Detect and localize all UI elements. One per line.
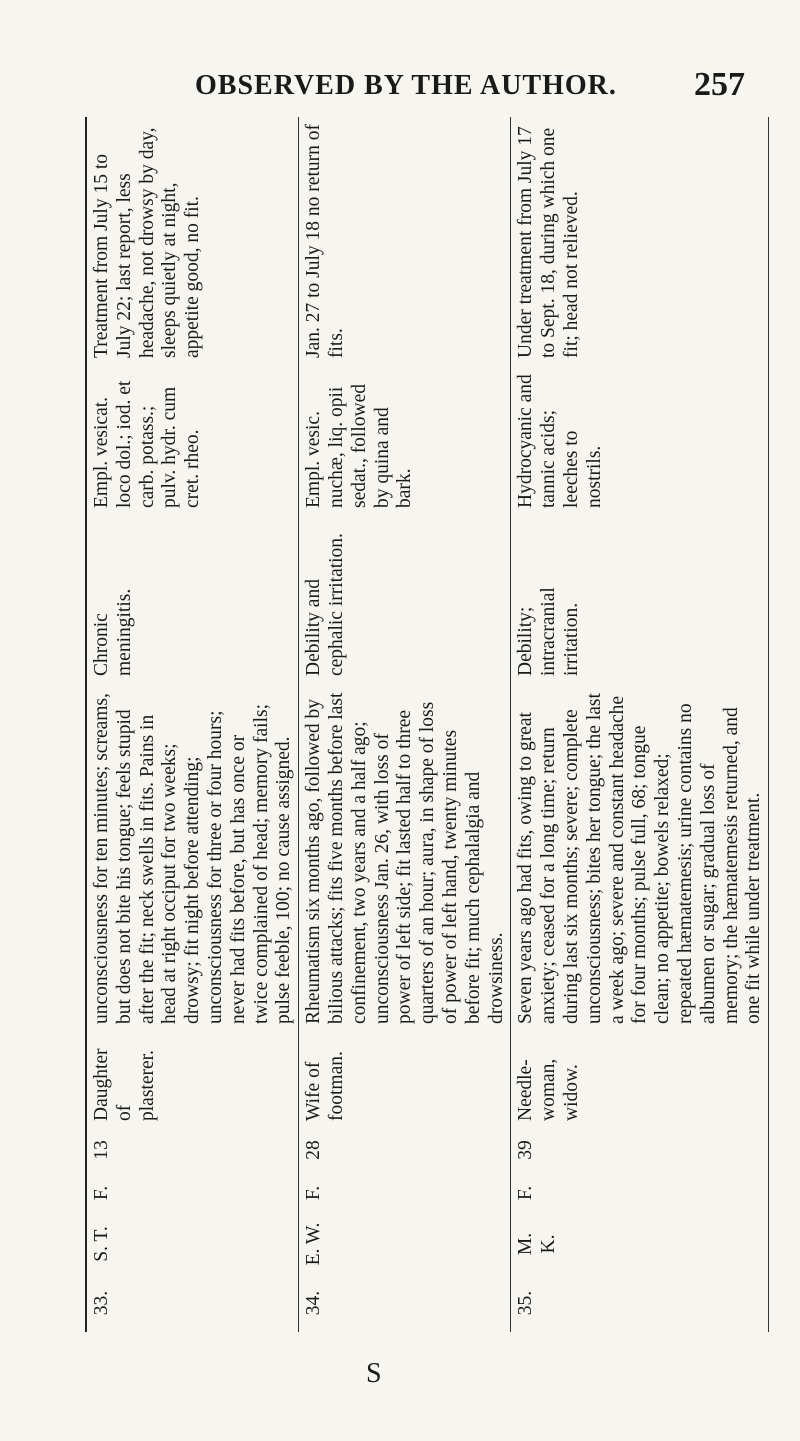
patient-sex: F. — [511, 1172, 769, 1214]
patient-sex: F. — [86, 1172, 299, 1214]
case-history: Rheumatism six months ago, followed by bilious attacks; fits five months before last confinement, two years and a half ago; unconsciousness Jan. 26, with loss of power of left side; fit lasted half to three quarters of an hour; aura, in shape of loss of power of left hand, twenty minutes before fit; much cephalalgia and drowsiness. — [299, 683, 511, 1031]
case-table-region — [85, 117, 765, 1332]
rotated-case-table — [85, 117, 765, 1332]
printer-signature-mark: S — [366, 1358, 382, 1389]
case-result: Jan. 27 to July 18 no return of fits. — [299, 117, 511, 365]
case-treatment: Empl. vesic. nuchæ, liq. opii sedat., followed by quina and bark. — [299, 365, 511, 515]
case-number: 33. — [86, 1274, 299, 1332]
case-treatment: Empl. vesicat. loco dol.; iod. et carb. potass.; pulv. hydr. cum cret. rheo. — [86, 365, 299, 515]
running-header-title: OBSERVED BY THE AUTHOR. — [195, 70, 617, 101]
patient-age: 39 — [511, 1128, 769, 1172]
table-row — [299, 117, 511, 1332]
patient-age: 13 — [86, 1128, 299, 1172]
patient-age: 28 — [299, 1128, 511, 1172]
case-number: 34. — [299, 1274, 511, 1332]
page-number: 257 — [694, 66, 745, 103]
patient-occupation: Daughter of plasterer. — [86, 1031, 299, 1128]
patient-initials: E. W. — [299, 1214, 511, 1274]
patient-sex: F. — [299, 1172, 511, 1214]
case-result: Treatment from July 15 to July 22; last report, less headache, not drowsy by day, sleeps quietly at night, appetite good, no fit. — [86, 117, 299, 365]
case-history: unconsciousness for ten minutes; screams, but does not bite his tongue; feels stupid after the fit; neck swells in fits. Pains in head at right occiput for two weeks; drowsy; fit night before attending; unconsciousness for three or four hours; never had fits before, but has once or twice complained of head; memory fails; pulse feeble, 100; no cause assigned. — [86, 683, 299, 1031]
case-history: Seven years ago had fits, owing to great anxiety; ceased for a long time; return during last six months; severe; complete unconsciousness; bites her tongue; the last a week ago; severe and constant headache for four months; pulse full, 68; tongue clean; no appetite; bowels relaxed; repeated hæmatemesis; urine contains no albumen or sugar; gradual loss of memory; the hæmatemesis returned, and one fit while under treatment. — [511, 683, 769, 1031]
patient-initials: S. T. — [86, 1214, 299, 1274]
case-table — [85, 117, 769, 1332]
case-treatment: Hydrocyanic and tannic acids; leeches to nostrils. — [511, 365, 769, 515]
case-diagnosis: Chronic meningitis. — [86, 515, 299, 683]
patient-initials: M. K. — [511, 1214, 769, 1274]
case-diagnosis: Debility and cephalic irritation. — [299, 515, 511, 683]
case-diagnosis: Debility; intracranial irritation. — [511, 515, 769, 683]
patient-occupation: Wife of footman. — [299, 1031, 511, 1128]
patient-occupation: Needle-woman, widow. — [511, 1031, 769, 1128]
case-number: 35. — [511, 1274, 769, 1332]
case-result: Under treatment from July 17 to Sept. 18, during which one fit; head not relieved. — [511, 117, 769, 365]
table-row — [511, 117, 769, 1332]
table-row — [86, 117, 299, 1332]
